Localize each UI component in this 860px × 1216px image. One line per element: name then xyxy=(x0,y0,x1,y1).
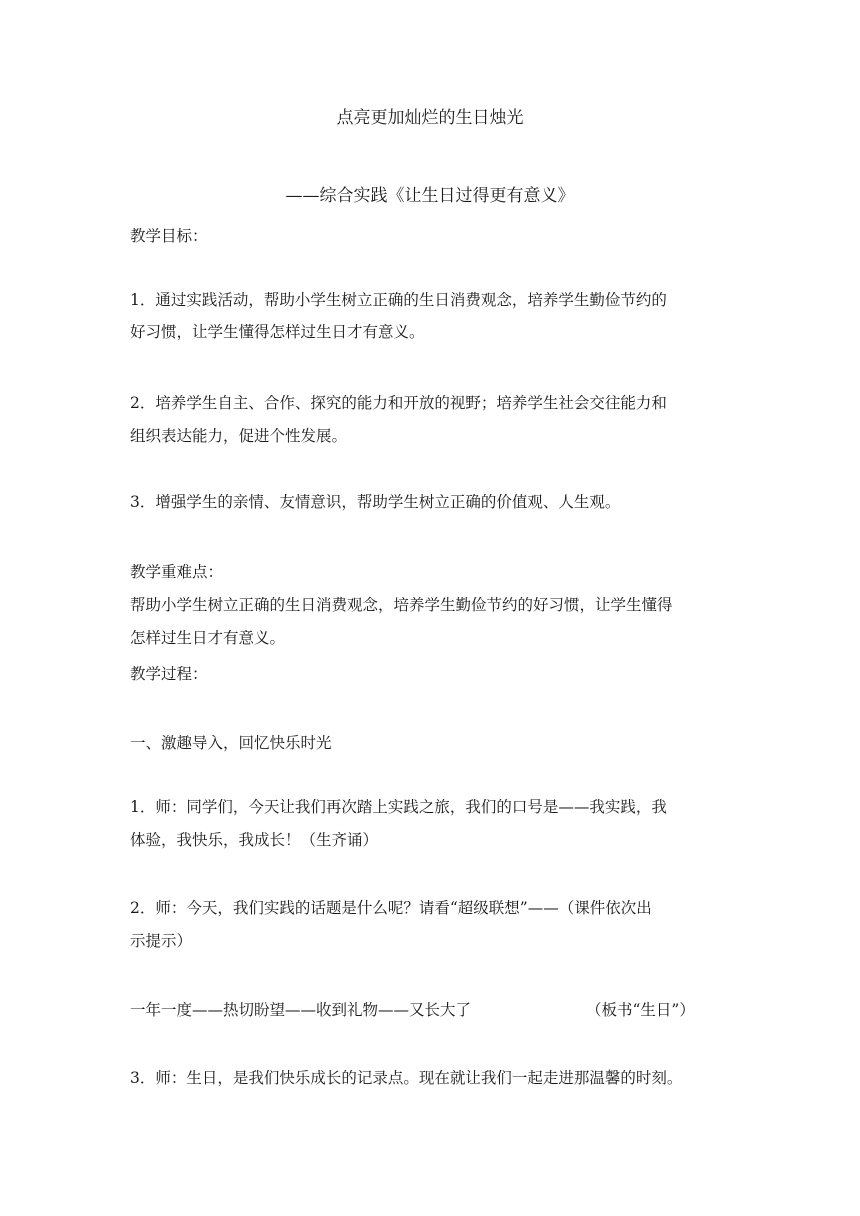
step-1-line-1: 1．师：同学们，今天让我们再次踏上实践之旅，我们的口号是——我实践，我 xyxy=(130,798,667,816)
document-title: 点亮更加灿烂的生日烛光 xyxy=(336,108,524,128)
goal-3: 3．增强学生的亲情、友情意识，帮助学生树立正确的价值观、人生观。 xyxy=(130,493,621,511)
document-subtitle: ——综合实践《让生日过得更有意义》 xyxy=(285,186,575,206)
process-heading: 教学过程： xyxy=(130,665,208,683)
step-3: 3．师：生日，是我们快乐成长的记录点。现在就让我们一起走进那温馨的时刻。 xyxy=(130,1069,683,1087)
key-points-line-1: 帮助小学生树立正确的生日消费观念，培养学生勤俭节约的好习惯，让学生懂得 xyxy=(130,596,673,614)
association-chain: 一年一度——热切盼望——收到礼物——又长大了 xyxy=(130,1001,472,1019)
goals-heading: 教学目标： xyxy=(130,227,208,245)
section-1-heading: 一、激趣导入，回忆快乐时光 xyxy=(130,734,332,752)
board-note: （板书“生日”） xyxy=(586,1001,695,1019)
goal-1-line-2: 好习惯，让学生懂得怎样过生日才有意义。 xyxy=(130,323,425,341)
step-2-line-2: 示提示） xyxy=(130,932,193,950)
step-1-line-2: 体验，我快乐，我成长！（生齐诵） xyxy=(130,831,379,849)
goal-1-line-1: 1．通过实践活动，帮助小学生树立正确的生日消费观念，培养学生勤俭节约的 xyxy=(130,291,667,309)
goal-2-line-2: 组织表达能力，促进个性发展。 xyxy=(130,427,348,445)
key-points-heading: 教学重难点： xyxy=(130,563,224,581)
goal-2-line-1: 2．培养学生自主、合作、探究的能力和开放的视野；培养学生社会交往能力和 xyxy=(130,394,667,412)
step-2-line-1: 2．师：今天，我们实践的话题是什么呢？请看“超级联想”——（课件依次出 xyxy=(130,899,652,917)
key-points-line-2: 怎样过生日才有意义。 xyxy=(130,629,286,647)
